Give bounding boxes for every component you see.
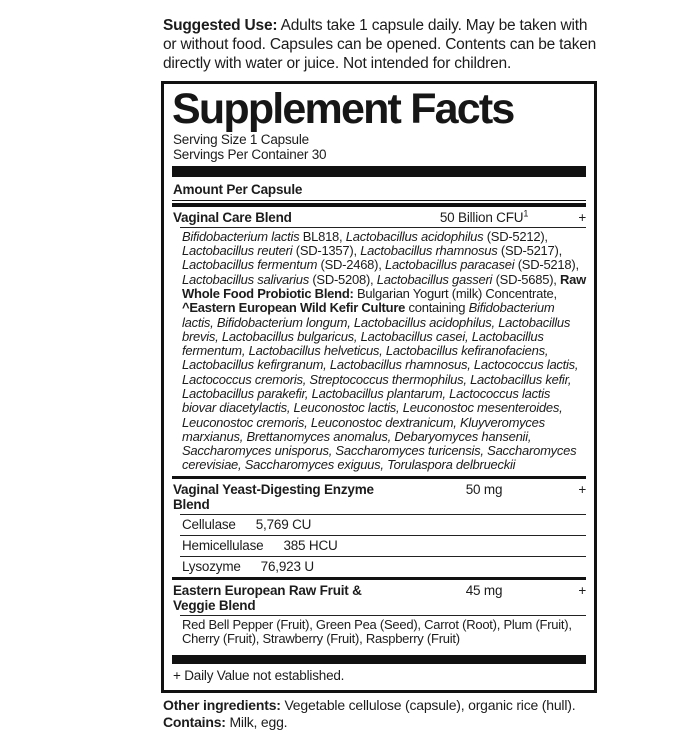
blend-description-segment: (SD-1357), [292,243,361,259]
blend-description-segment: Lactobacillus fermentum [182,257,318,273]
suggested-use-text: Adults take 1 capsule daily. May be taken with or without food. Capsules can be opened. Contents can be taken directly with water or juice. Not intended for children. [163,17,597,73]
component-name: Lysozyme [182,558,241,574]
blend-description-segment: Lactobacillus paracasei [384,257,515,273]
enzyme-component-row [180,535,586,556]
daily-value-symbol: + [578,481,586,497]
enzyme-component-row [180,556,586,577]
blend-description-segment: Lactobacillus reuteri [182,243,293,259]
blend-amount: 45 mg [465,582,503,598]
blend-description-segment: (SD-5685), [492,271,561,287]
enzyme-component-row [180,514,586,535]
blend-name: Eastern European Raw Fruit & Veggie Blend [173,582,362,613]
fruit-veggie-blend-row [172,577,586,615]
blend-description-segment: Lactobacillus rhamnosus [360,243,498,259]
fruit-veggie-blend-description: Red Bell Pepper (Fruit), Green Pea (Seed), Carrot (Root), Plum (Fruit), Cherry (Fruit), Strawberry (Fruit), Raspberry (Fruit) [180,615,586,650]
vaginal-care-blend-row [172,207,586,227]
blend-name: Vaginal Yeast-Digesting Enzyme Blend [173,481,374,512]
component-name: Hemicellulase [182,537,264,553]
contains-text: Milk, egg. [225,714,288,731]
vaginal-care-blend-description [180,227,586,476]
blend-description-segment: (SD-5217), [497,243,562,259]
daily-value-footnote: + Daily Value not established. [173,668,345,684]
divider-bottom-bar [172,655,586,664]
blend-description-segment: Lactobacillus gasseri [376,271,493,287]
other-ingredients-line [163,697,597,731]
daily-value-symbol: + [578,582,586,598]
other-ingredients-text: Vegetable cellulose (capsule), organic rice (hull). [280,697,576,714]
blend-description-segment: containing [405,300,469,316]
blend-description-segment: Lactobacillus salivarius [182,271,309,287]
suggested-use-paragraph [163,16,597,74]
blend-description-segment: Bifidobacterium lactis, Bifidobacterium longum, Lactobacillus acidophilus, Lactobacillus brevis, Lactobacillus bulgaricus, Lactobacillus casei, Lactobacillus fermentum, Lactobacillus helveticus, Lactobacillus kefiranofaciens, Lactobacillus kefirgranum, Lactobacillus rhamnosus, Lactococcus lactis, Lactococcus cremoris, Streptococcus thermophilus, Lactobacillus kefir, Lactobacillus parakefir, Lactobacillus plantarum, Lactococcus lactis biovar diacetylactis, Leuconostoc lactis, Leuconostoc mesenteroides, Leuconostoc cremoris, Leuconostoc dextranicum, Kluyveromyces marxianus, Brettanomyces anomalus, Debaryomyces hansenii, Saccharomyces unisporus, Saccharomyces turicensis, Saccharomyces cerevisiae, Saccharomyces exiguus, Torulaspora delbrueckii [182,300,579,473]
divider-thick-bar [172,166,586,177]
blend-amount [400,210,568,225]
blend-description-segment: Raw Whole Food Probiotic Blend: [182,271,586,301]
blend-description-segment: (SD-5218), [514,257,579,273]
serving-size: Serving Size 1 Capsule [173,131,309,147]
blend-description-segment: (SD-5208), [308,271,377,287]
blend-description-segment: ^Eastern European Wild Kefir Culture [182,300,406,316]
blend-name: Vaginal Care Blend [173,209,292,225]
component-amount: 76,923 U [260,558,314,574]
footnote-marker-1: 1 [523,208,529,219]
component-amount: 385 HCU [283,537,338,553]
blend-description-segment: (SD-5212), [483,228,548,244]
panel-title: Supplement Facts [172,84,514,133]
blend-amount: 50 mg [465,481,503,497]
component-name: Cellulase [182,516,236,532]
enzyme-blend-row [172,476,586,514]
blend-description-segment: Lactobacillus acidophilus [345,228,484,244]
contains-label: Contains: [163,714,226,731]
blend-description-segment: BL818, [299,228,346,244]
blend-description-segment: Bulgarian Yogurt (milk) Concentrate, [353,285,557,301]
daily-value-symbol: + [578,209,586,225]
servings-per-container: Servings Per Container 30 [173,146,327,162]
blend-amount-value: 50 Billion CFU [439,209,524,225]
supplement-facts-panel [161,81,597,694]
blend-description-segment: Bifidobacterium lactis [182,228,300,244]
suggested-use-label: Suggested Use: [163,17,278,34]
amount-per-capsule-header: Amount Per Capsule [172,180,586,201]
component-amount: 5,769 CU [255,516,312,532]
label-content [161,16,597,732]
other-ingredients-label: Other ingredients: [163,697,281,714]
blend-description-segment: (SD-2468), [317,257,385,273]
